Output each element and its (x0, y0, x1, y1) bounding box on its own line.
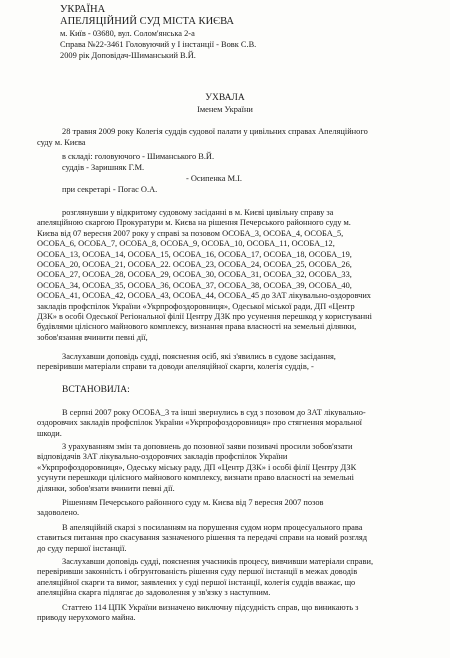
intro-line-2: суду м. Києва (37, 138, 86, 147)
paragraph-article-114 (37, 603, 419, 624)
text-line: апеляційною скаргою Прокуратури м. Києва на рішення Печерського районного суду м. (37, 218, 351, 228)
header-year-reporter: 2009 рік Доповідач-Шиманський В.Й. (60, 51, 196, 60)
header-court-name: АПЕЛЯЦІЙНИЙ СУД МІСТА КИЄВА (60, 16, 235, 27)
text-line: закладів профспілок України «Укрпрофоздоровниця», Одеської міської ради, ДП «Центр (37, 301, 355, 311)
header-country: УКРАЇНА (60, 4, 106, 15)
paragraph-review (37, 557, 419, 599)
composition-judge-1: суддів - Заришняк Г.М. (62, 163, 145, 172)
text-line: перевіривши матеріали справи та доводи апеляційної скарги, колегія суддів, - (37, 362, 314, 372)
section-heading-established: ВСТАНОВИЛА: (62, 385, 130, 395)
paragraph-hearing (37, 352, 419, 373)
text-line: ОСОБА_20, ОСОБА_21, ОСОБА_22. ОСОБА_23, ОСОБА_24, ОСОБА_25, ОСОБА_26, (37, 260, 352, 270)
header-address: м. Київ - 03680, вул. Солом'янська 2-а (60, 29, 195, 38)
text-line: перевіривши законність і обгрунтованість рішення суду першої інстанції в межах доводів (37, 567, 358, 577)
text-line: З урахуванням змін та доповнень до позовної заяви позивачі просили зобов'язати (62, 442, 353, 451)
text-line: Рішенням Печерського районного суду м. Києва від 7 вересня 2007 позов (62, 498, 324, 507)
text-line: «Укрпрофоздоровниця», Одеську міську раду, ДП «Центр ДЗК» і особі філії Центру ДЗК (37, 462, 357, 472)
text-line: ДЗК» в особі Одеської Регіональної філії Центру ДЗК про усунення перешкод у користуванні (37, 312, 372, 322)
composition-secretary: при секретарі - Погас О.А. (62, 185, 158, 194)
text-line: ОСОБА_6, ОСОБА_7, ОСОБА_8, ОСОБА_9, ОСОБА_10, ОСОБА_11, ОСОБА_12, (37, 239, 335, 249)
paragraph-appeal (37, 523, 419, 554)
text-line: розглянувши у відкритому судовому засіданні в м. Києві цивільну справу за (62, 208, 334, 217)
document-subtitle: Іменем України (197, 105, 253, 114)
text-line: приводу нерухомого майна. (37, 613, 136, 623)
text-line: ОСОБА_27, ОСОБА_28, ОСОБА_29, ОСОБА_30, ОСОБА_31, ОСОБА_32, ОСОБА_33, (37, 270, 352, 280)
text-line: Статтею 114 ЦПК України визначено виключну підсудність справ, що виникають з (62, 603, 359, 612)
text-line: Заслухавши доповідь судді, пояснення осіб, які з'явились в судове засідання, (62, 352, 336, 361)
text-line: оздоровчих закладів профспілок України «Укрпрофоздоровниця» про стягнення моральної (37, 418, 362, 428)
text-line: ОСОБА_34, ОСОБА_35, ОСОБА_36, ОСОБА_37, ОСОБА_38, ОСОБА_39, ОСОБА_40, (37, 280, 352, 290)
text-line: відповідачів ЗАТ лікувально-оздоровчих закладів профспілок України (37, 452, 288, 462)
text-line: апеляційна скарга підлягає до задоволення у зв'язку з наступним. (37, 588, 271, 598)
text-line: Києва від 07 вересня 2007 року у справі за позовом ОСОБА_3, ОСОБА_4, ОСОБА_5, (37, 228, 344, 238)
paragraph-decision (37, 498, 419, 519)
composition-presiding: в складі: головуючого - Шиманського В.Й. (62, 152, 215, 161)
text-line: В серпні 2007 року ОСОБА_3 та інші звернулись в суд з позовом до ЗАТ лікувально- (62, 408, 366, 417)
paragraph-amendments (37, 442, 419, 494)
document-title: УХВАЛА (205, 93, 245, 103)
composition-judge-2: - Осипенка М.І. (186, 174, 242, 183)
paragraph-claim (37, 408, 419, 439)
text-line: будівлями цілісного майнового комплексу, визнання права власності на земельні ділянки, (37, 322, 357, 332)
text-line: В апеляційній скарзі з посиланням на порушення судом норм процесуального права (62, 523, 363, 532)
text-line: ОСОБА_41, ОСОБА_42, ОСОБА_43, ОСОБА_44, ОСОБА_45 до ЗАТ лікувально-оздоровчих (37, 291, 371, 301)
text-line: апеляційної скарги та вимог, заявлених у суді першої інстанції, колегія суддів вважає, що (37, 577, 356, 587)
text-line: задоволено. (37, 508, 80, 518)
text-line: ділянки, зобов'язати вчинити певні дії. (37, 483, 175, 493)
text-line: зобов'язання вчинити певні дії, (37, 332, 148, 342)
header-case-number: Справа №22-3461 Головуючий у I інстанції - Вовк С.В. (60, 40, 257, 49)
paragraph-case-description (37, 208, 419, 343)
text-line: усунути перешкоди цілісного майнового комплексу, визнати право власності на земельні (37, 473, 354, 483)
text-line: Заслухавши доповідь судді, пояснення учасників процесу, вивчивши матеріали справи, (62, 557, 374, 566)
text-line: ОСОБА_13, ОСОБА_14, ОСОБА_15, ОСОБА_16, ОСОБА_17, ОСОБА_18, ОСОБА_19, (37, 249, 352, 259)
text-line: ставиться питання про скасування зазначеного рішення та передачі справи на новий розгляд (37, 533, 368, 543)
text-line: до суду першої інстанції. (37, 543, 127, 553)
text-line: шкоди. (37, 428, 62, 438)
intro-line-1: 28 травня 2009 року Колегія суддів судової палати у цивільних справах Апеляційного (62, 127, 368, 136)
